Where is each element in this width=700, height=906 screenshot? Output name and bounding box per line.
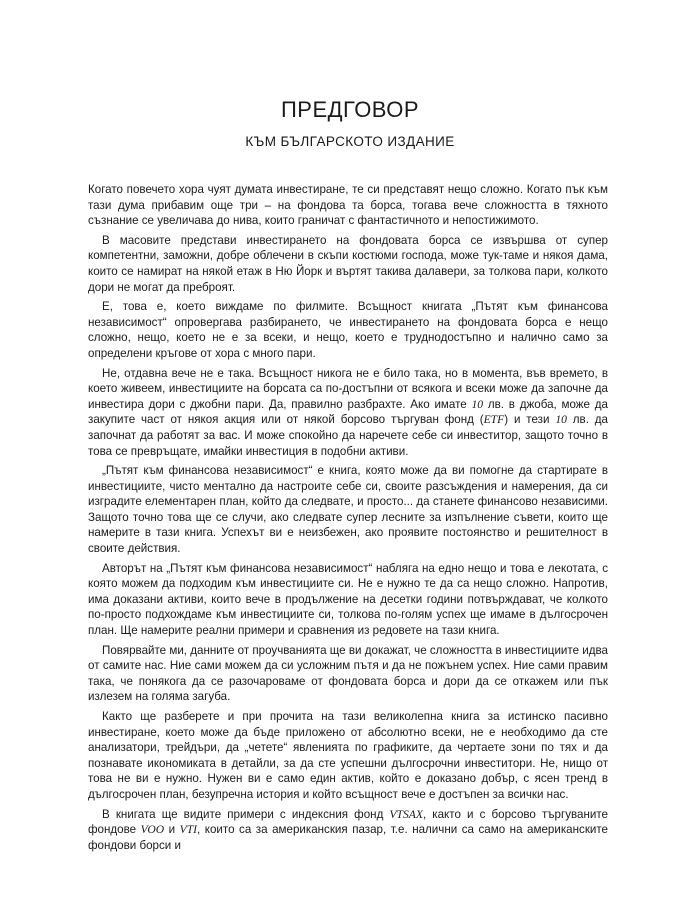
serif-term: VOO: [140, 823, 165, 837]
paragraph-text: Е, това е, което виждаме по филмите. Всъщност книгата „Пътят към финансова независимост“ опровергава разбирането, че инвестирането на фондовата борса е нещо сложно, нещо, което не е за всеки, и нещо, което е труднодостъпно и налично само за определени кръгове от хора с много пари.: [88, 300, 608, 360]
serif-term: ETF: [483, 413, 505, 427]
paragraph-text: лв. да започнат да работят за вас. И може спокойно да наречете себе си инвеститор, защото точно в това се превръщате, имайки инвестиция в подобни активи.: [88, 413, 608, 458]
paragraph-text: Както ще разберете и при прочита на тази великолепна книга за истинско пасивно инвестиране, което може да бъде приложено от абсолютно всеки, не е необходимо да сте анализатори, трейдъри, да „четете“ явленията по графиките, да чертаете зони по тях и да познавате икономиката в детайли, за да сте успешни дългосрочни инвеститори. Не, нищо от това не ви е нужно. Нужен ви е само един актив, който е доказано добър, с ясен тренд в дългосрочен план, безупречна история и който всъщност вече е достъпен за всички нас.: [88, 710, 608, 801]
page-subtitle: КЪМ БЪЛГАРСКОТО ИЗДАНИЕ: [245, 134, 455, 149]
paragraph: [88, 807, 608, 854]
paragraph-text: Повярвайте ми, данните от проучванията ще ви докажат, че сложността в инвестициите идва от самите нас. Ние сами можем да си усложним пътя и да не пожънем успех. Ние сами правим така, че понякога да се разочароваме от фондовата борса и дори да се откажем или пък излезем на голяма загуба.: [88, 643, 608, 704]
paragraph-text: „Пътят към финансова независимост“ е книга, която може да ви помогне да стартирате в инвестициите, чисто ментално да настроите себе си, своите разсъждения и намерения, да си изградите елементарен план, който да следвате, и просто... да станете финансово независими. Защото точно това ще се случи, ако следвате супер лесните за изпълнение съвети, които ще намерите в тази книга. Успехът ви е неизбежен, ако проявите постоянство и решителност в своите действия.: [88, 464, 608, 556]
paragraph-text: В книгата ще видите примери с индексния фонд: [102, 807, 390, 821]
paragraph-text: В масовите представи инвестирането на фондовата борса се извършва от супер компетентни, заможни, добре облечени в скъпи костюми господа, може тук-таме и някоя дама, които се намират на някой етаж в Ню Йорк и въртят такива далавери, за толкова пари, колкото дори не могат да преброят.: [88, 233, 608, 294]
paragraph: [88, 561, 608, 639]
paragraph: [88, 709, 608, 803]
paragraph-text: Когато повечето хора чуят думата инвестиране, те си представят нещо сложно. Когато пък към тази дума прибавим още три – на фондова та борса, тогава вече сложността в тяхното съзнание се увеличава до нива, които граничат с фантастичното и непостижимото.: [88, 183, 608, 228]
paragraph-text: лв. в джоба, може да закупите част от някоя акция или от някой борсово търгуван фонд (: [88, 397, 608, 427]
paragraph-text: , които са за американския пазар, т.е. налични са само на американските фондови борси и: [88, 823, 608, 852]
serif-term: 10: [555, 413, 567, 427]
paragraph-text: ) и тези: [504, 413, 556, 427]
page-title: ПРЕДГОВОР: [280, 97, 420, 122]
paragraph: [88, 463, 608, 557]
paragraph: [88, 366, 608, 460]
paragraph: [88, 182, 608, 229]
serif-term: VTSAX: [389, 807, 423, 821]
paragraph: [88, 643, 608, 705]
serif-term: VTI: [179, 823, 198, 837]
paragraph: [88, 233, 608, 295]
paragraph: [88, 299, 608, 361]
body-text: [88, 182, 608, 857]
serif-term: 10: [471, 397, 484, 411]
paragraph-text: Авторът на „Пътят към финансова независимост“ набляга на едно нещо и това е лекотата, с която можем да подходим към инвестициите си. Не е нужно те да са нещо сложно. Напротив, има доказани активи, които вече в продължение на десетки години потвърждават, че колкото по-просто подхождаме към инвестициите си, толкова по-голям успех ще имаме в дългосрочен план. Ще намерите реални примери и сравнения из редовете на тази книга.: [88, 561, 608, 638]
paragraph-text: , както и с борсово търгуваните фондове: [88, 807, 608, 837]
paragraph-text: Не, отдавна вече не е така. Всъщност никога не е било така, но в момента, във времето, в което живеем, инвестициите на борсата са по-достъпни от всякога и всеки може да започне да инвестира дори с джобни пари. Да, правилно разбрахте. Ако имате: [88, 366, 608, 411]
paragraph-text: и: [164, 823, 180, 837]
